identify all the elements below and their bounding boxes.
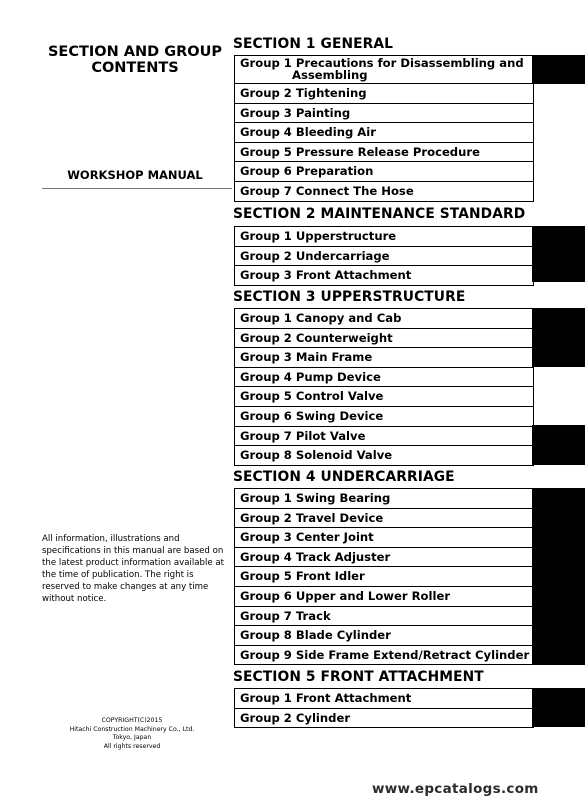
section-1-tab — [532, 55, 585, 84]
title-line-1: SECTION AND GROUP — [47, 44, 223, 60]
section-5-title: SECTION 5 FRONT ATTACHMENT — [233, 669, 484, 685]
section-2-tab — [532, 226, 585, 282]
group-label-line-1: Group 1 Precautions for Disassembling and — [240, 56, 524, 70]
group-row[interactable]: Group 2 Undercarriage — [235, 247, 533, 267]
group-row[interactable]: Group 7 Track — [235, 607, 533, 627]
group-row[interactable]: Group 2 Tightening — [235, 84, 533, 104]
copyright-line: Hitachi Construction Machinery Co., Ltd. — [69, 725, 195, 733]
watermark: www.epcatalogs.com — [372, 781, 539, 797]
section-5-groups — [234, 688, 534, 728]
group-row[interactable]: Group 2 Cylinder — [235, 709, 533, 729]
group-row[interactable]: Group 3 Main Frame — [235, 348, 533, 368]
left-title — [40, 44, 230, 76]
group-row[interactable]: Group 2 Travel Device — [235, 509, 533, 529]
group-row[interactable]: Group 1 Front Attachment — [235, 689, 533, 709]
group-row[interactable]: Group 8 Blade Cylinder — [235, 626, 533, 646]
copyright-line: COPYRIGHT(C)2015 — [101, 717, 163, 724]
group-row[interactable]: Group 3 Center Joint — [235, 528, 533, 548]
group-row[interactable]: Group 9 Side Frame Extend/Retract Cylinder — [235, 646, 533, 666]
section-3-title: SECTION 3 UPPERSTRUCTURE — [233, 289, 466, 305]
section-1-groups — [234, 55, 534, 202]
group-row[interactable]: Group 1 Upperstructure — [235, 227, 533, 247]
group-row[interactable]: Group 7 Connect The Hose — [235, 182, 533, 202]
copyright — [52, 717, 212, 751]
group-row[interactable]: Group 5 Front Idler — [235, 567, 533, 587]
section-4-title: SECTION 4 UNDERCARRIAGE — [233, 469, 455, 485]
group-row[interactable]: Group 1 Swing Bearing — [235, 489, 533, 509]
section-2-title: SECTION 2 MAINTENANCE STANDARD — [233, 206, 526, 222]
section-3-tab-lower — [532, 425, 585, 465]
group-row[interactable]: Group 7 Pilot Valve — [235, 427, 533, 447]
copyright-line: Tokyo, Japan — [112, 734, 152, 742]
group-row[interactable]: Group 8 Solenoid Valve — [235, 446, 533, 466]
disclaimer: All information, illustrations and specifications in this manual are based on the latest product information available at the time of publication. The right is reserved to make changes at any time without notice. — [42, 534, 224, 604]
section-4-tab — [532, 488, 585, 665]
section-3-tab — [532, 308, 585, 367]
group-row[interactable]: Group 2 Counterweight — [235, 329, 533, 349]
group-row[interactable]: Group 5 Control Valve — [235, 387, 533, 407]
title-line-2: CONTENTS — [91, 60, 179, 76]
section-3-groups — [234, 308, 534, 466]
section-5-tab — [532, 688, 585, 727]
group-row[interactable]: Group 6 Upper and Lower Roller — [235, 587, 533, 607]
section-4-groups — [234, 488, 534, 665]
group-row[interactable]: Group 1 Canopy and Cab — [235, 309, 533, 329]
group-row[interactable]: Group 4 Bleeding Air — [235, 123, 533, 143]
group-row[interactable]: Group 4 Pump Device — [235, 368, 533, 388]
group-row[interactable] — [235, 56, 533, 84]
group-label-line-2: Assembling — [292, 67, 368, 82]
group-row[interactable]: Group 6 Swing Device — [235, 407, 533, 427]
section-2-groups — [234, 226, 534, 286]
group-row[interactable]: Group 4 Track Adjuster — [235, 548, 533, 568]
group-row[interactable]: Group 3 Front Attachment — [235, 266, 533, 286]
copyright-line: All rights reserved — [103, 742, 161, 750]
group-row[interactable]: Group 6 Preparation — [235, 162, 533, 182]
section-1-title: SECTION 1 GENERAL — [233, 36, 394, 52]
group-row[interactable]: Group 3 Painting — [235, 104, 533, 124]
manual-label: WORKSHOP MANUAL — [67, 168, 203, 182]
group-row[interactable]: Group 5 Pressure Release Procedure — [235, 143, 533, 163]
left-divider — [42, 188, 232, 189]
